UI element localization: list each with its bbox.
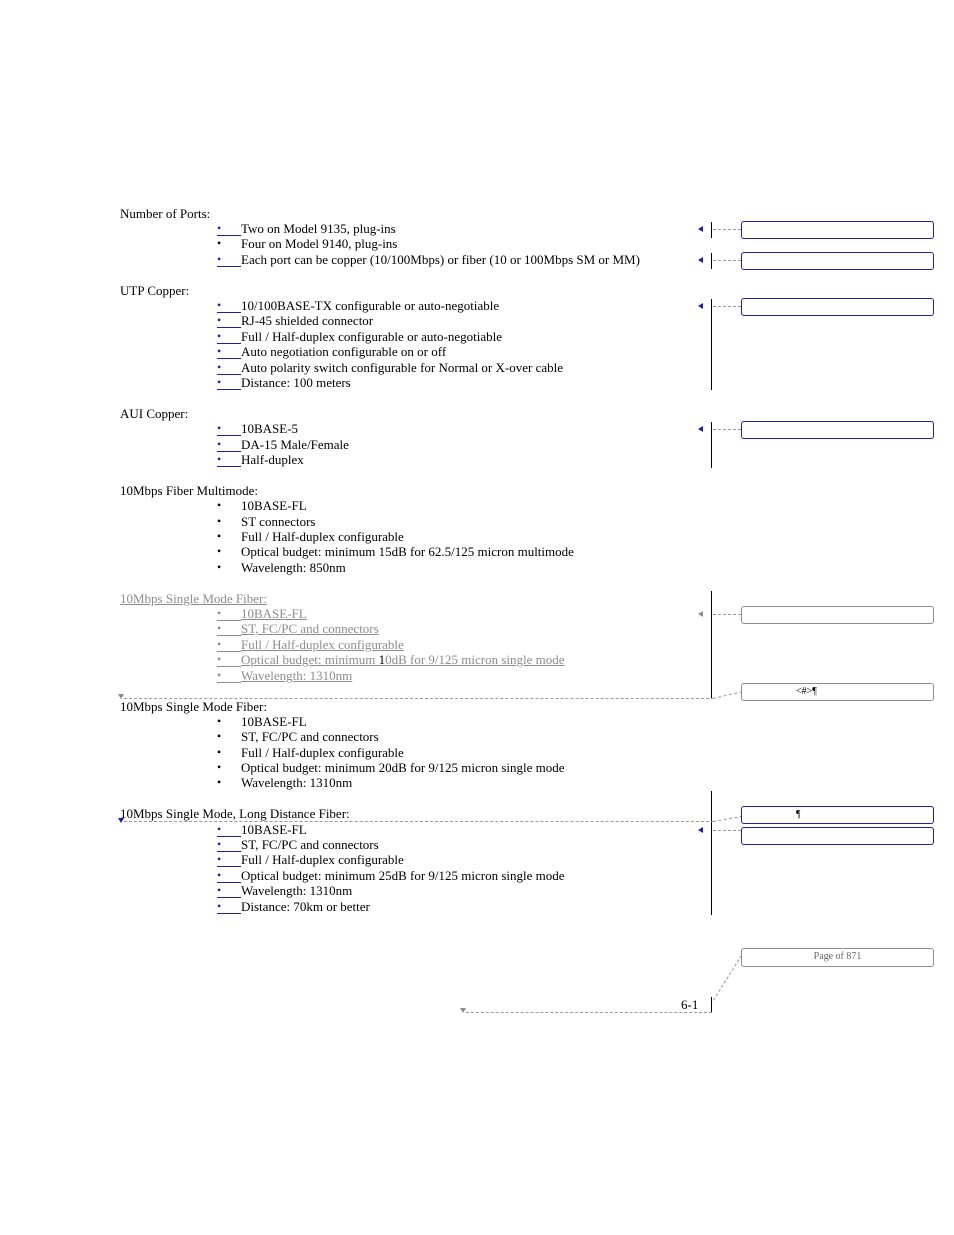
arrow-left-icon (698, 257, 703, 263)
change-bar (711, 422, 712, 468)
list-item: • Full / Half-duplex configurable (217, 637, 404, 652)
list-item: • 10BASE-FL (217, 606, 307, 621)
list-item: • DA-15 Male/Female (217, 437, 349, 452)
change-bar (711, 299, 712, 390)
connector-line (713, 306, 741, 307)
revision-balloon[interactable] (741, 252, 934, 270)
bullet-icon: • (217, 652, 241, 667)
page-number: 6-1 (681, 997, 699, 1012)
change-bar (711, 222, 712, 238)
bullet-icon: • (217, 621, 241, 636)
list-item: • Full / Half-duplex configurable (217, 529, 404, 544)
bullet-icon: • (217, 313, 241, 328)
bullet-icon: • (217, 375, 241, 390)
bullet-icon: • (217, 529, 222, 543)
bullet-icon: • (217, 714, 222, 728)
list-item: • Optical budget: minimum 10dB for 9/125 micron single mode (217, 652, 565, 667)
connector-line (124, 821, 714, 822)
list-item: • Auto polarity switch configurable for Normal or X-over cable (217, 360, 564, 375)
bullet-icon: • (217, 329, 241, 344)
list-item: • ST connectors (217, 514, 316, 529)
connector-line (713, 691, 742, 699)
connector-line (713, 429, 741, 430)
bullet-icon: • (217, 668, 241, 683)
connector-line (713, 951, 745, 1001)
change-bar (711, 253, 712, 269)
heading-aui-copper: AUI Copper: (120, 406, 189, 421)
list-item: • Distance: 100 meters (217, 375, 351, 390)
list-item: • Full / Half-duplex configurable or auto-negotiable (217, 329, 503, 344)
bullet-icon: • (217, 236, 222, 250)
list-item: • Wavelength: 1310nm (217, 775, 353, 790)
list-item: • Full / Half-duplex configurable (217, 852, 404, 867)
list-item: • 10BASE-FL (217, 498, 307, 513)
list-item: • 10BASE-FL (217, 822, 307, 837)
bullet-icon: • (217, 452, 241, 467)
revision-balloon[interactable] (741, 606, 934, 624)
bullet-icon: • (217, 606, 241, 621)
pilcrow-balloon[interactable] (741, 806, 934, 824)
change-bar (711, 997, 712, 1012)
list-item: • ST, FC/PC and connectors (217, 621, 379, 636)
heading-utp-copper: UTP Copper: (120, 283, 190, 298)
connector-line (713, 816, 743, 822)
bullet-icon: • (217, 729, 222, 743)
pilcrow-text: ¶ (796, 809, 801, 820)
heading-fiber-multimode: 10Mbps Fiber Multimode: (120, 483, 258, 498)
list-item: • 10/100BASE-TX configurable or auto-negotiable (217, 298, 500, 313)
heading-single-mode-fiber: 10Mbps Single Mode Fiber: (120, 699, 267, 714)
list-item: • Optical budget: minimum 25dB for 9/125 micron single mode (217, 868, 565, 883)
arrow-left-icon (698, 303, 703, 309)
list-item: • Optical budget: minimum 20dB for 9/125 micron single mode (217, 760, 565, 775)
bullet-icon: • (217, 437, 241, 452)
section-break-text: <#>¶ (796, 686, 817, 697)
bullet-icon: • (217, 298, 241, 313)
bullet-icon: • (217, 221, 241, 236)
section-break-balloon[interactable] (741, 683, 934, 701)
revision-balloon[interactable] (741, 827, 934, 845)
bullet-icon: • (217, 852, 241, 867)
page-count-balloon[interactable] (741, 948, 934, 967)
list-item: • ST, FC/PC and connectors (217, 729, 379, 744)
bullet-icon: • (217, 514, 222, 528)
list-item: • Each port can be copper (10/100Mbps) or fiber (10 or 100Mbps SM or MM) (217, 252, 640, 267)
bullet-icon: • (217, 560, 222, 574)
bullet-icon: • (217, 837, 241, 852)
connector-line (713, 260, 741, 261)
connector-line (713, 229, 741, 230)
change-bar (711, 791, 712, 915)
list-item: • ST, FC/PC and connectors (217, 837, 379, 852)
heading-long-distance-fiber: 10Mbps Single Mode, Long Distance Fiber: (120, 806, 350, 821)
connector-line (466, 1012, 712, 1013)
bullet-icon: • (217, 745, 222, 759)
revision-balloon[interactable] (741, 421, 934, 439)
bullet-icon: • (217, 883, 241, 898)
arrow-left-icon (698, 226, 703, 232)
list-item: • Full / Half-duplex configurable (217, 745, 404, 760)
list-item: • Half-duplex (217, 452, 304, 467)
change-bar (711, 591, 712, 698)
connector-line (713, 830, 741, 831)
connector-line (713, 614, 741, 615)
bullet-icon: • (217, 344, 241, 359)
bullet-icon: • (217, 498, 222, 512)
heading-single-mode-fiber-deleted: 10Mbps Single Mode Fiber: (120, 591, 267, 606)
bullet-icon: • (217, 868, 241, 883)
bullet-icon: • (217, 760, 222, 774)
list-item: • Auto negotiation configurable on or off (217, 344, 447, 359)
revision-balloon[interactable] (741, 298, 934, 316)
bullet-icon: • (217, 637, 241, 652)
list-item: • 10BASE-FL (217, 714, 307, 729)
list-item: • Wavelength: 1310nm (217, 668, 353, 683)
list-item: • Optical budget: minimum 15dB for 62.5/125 micron multimode (217, 544, 574, 559)
bullet-icon: • (217, 252, 241, 267)
arrow-left-icon (698, 827, 703, 833)
page-count-text: Page of 871 (813, 951, 862, 962)
arrow-left-icon (698, 611, 703, 617)
arrow-left-icon (698, 426, 703, 432)
list-item: • Two on Model 9135, plug-ins (217, 221, 396, 236)
revision-balloon[interactable] (741, 221, 934, 239)
list-item: • RJ-45 shielded connector (217, 313, 374, 328)
heading-number-of-ports: Number of Ports: (120, 206, 211, 221)
bullet-icon: • (217, 421, 241, 436)
list-item: • Wavelength: 850nm (217, 560, 346, 575)
list-item: • Distance: 70km or better (217, 899, 370, 914)
bullet-icon: • (217, 775, 222, 789)
bullet-icon: • (217, 899, 241, 914)
bullet-icon: • (217, 544, 222, 558)
list-item: • Four on Model 9140, plug-ins (217, 236, 398, 251)
bullet-icon: • (217, 822, 241, 837)
bullet-icon: • (217, 360, 241, 375)
connector-line (124, 698, 714, 699)
list-item: • Wavelength: 1310nm (217, 883, 353, 898)
list-item: • 10BASE-5 (217, 421, 299, 436)
